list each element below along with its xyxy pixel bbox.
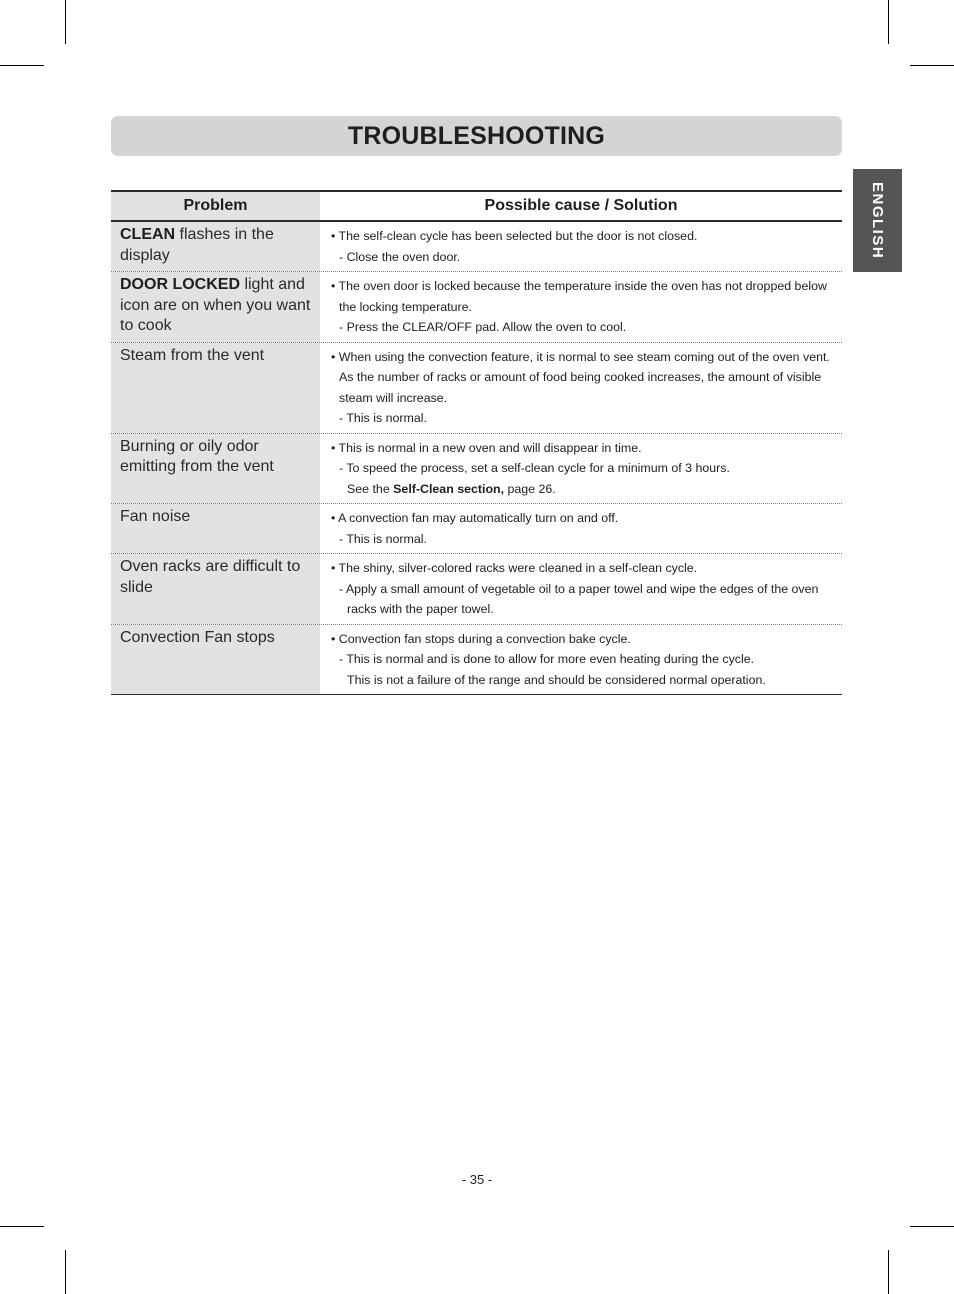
language-tab: [853, 169, 902, 272]
problem-text: light and icon are on when you want to cook: [120, 276, 311, 334]
problem-cell: [111, 504, 320, 553]
see-reference: Self-Clean section,: [393, 481, 505, 496]
crop-mark: [910, 1226, 954, 1227]
problem-text: Convection Fan stops: [120, 628, 275, 646]
see-prefix: See the: [347, 481, 394, 496]
solution-cell: [320, 504, 842, 553]
solution-line: As the number of racks or amount of food being cooked increases, the amount of visible: [339, 370, 822, 384]
problem-cell: [111, 222, 320, 271]
solution-line: [331, 479, 842, 500]
solution-line: • When using the convection feature, it is normal to see steam coming out of the oven vent.: [331, 349, 830, 364]
table-row: [111, 624, 842, 695]
solution-cell: [320, 343, 842, 433]
solution-cell: [320, 625, 842, 695]
problem-text: Oven racks are difficult to slide: [120, 558, 301, 596]
table-row: [111, 433, 842, 504]
problem-text: flashes in the display: [120, 226, 274, 264]
solution-line: • The self-clean cycle has been selected but the door is not closed.: [331, 229, 698, 243]
crop-mark: [888, 1250, 889, 1294]
troubleshooting-table: [111, 190, 842, 695]
problem-text: Fan noise: [120, 508, 191, 525]
solution-line: • Convection fan stops during a convection bake cycle.: [331, 631, 631, 646]
solution-line: - Close the oven door.: [339, 249, 461, 264]
title-bar: [111, 116, 842, 156]
problem-cell: [111, 343, 320, 433]
solution-line: racks with the paper towel.: [347, 602, 494, 616]
problem-cell: [111, 625, 320, 695]
problem-cell: [111, 554, 320, 624]
solution-line: - This is normal.: [339, 531, 427, 546]
problem-keyword: CLEAN: [120, 226, 176, 243]
header-problem: Problem: [111, 192, 320, 220]
table-row: [111, 271, 842, 342]
crop-mark: [888, 0, 889, 44]
solution-line: - This is normal.: [339, 411, 427, 425]
solution-line: This is not a failure of the range and should be considered normal operation.: [347, 672, 766, 687]
crop-mark: [65, 0, 66, 44]
solution-cell: [320, 554, 842, 624]
solution-line: - This is normal and is done to allow for more even heating during the cycle.: [339, 652, 755, 666]
problem-text: Burning or oily odor emitting from the vent: [120, 437, 274, 475]
table-row: [111, 222, 842, 271]
problem-keyword: DOOR LOCKED: [120, 276, 240, 293]
see-suffix: page 26.: [504, 481, 556, 496]
solution-line: - Press the CLEAR/OFF pad. Allow the oven to cool.: [339, 320, 627, 334]
solution-line: the locking temperature.: [339, 299, 472, 314]
solution-line: • The shiny, silver-colored racks were cleaned in a self-clean cycle.: [331, 561, 698, 575]
solution-line: steam will increase.: [339, 390, 448, 405]
solution-line: • A convection fan may automatically turn on and off.: [331, 511, 619, 525]
problem-text: Steam from the vent: [120, 346, 265, 364]
table-header: [111, 192, 842, 222]
table-row: [111, 342, 842, 433]
page-title: TROUBLESHOOTING: [347, 121, 606, 150]
crop-mark: [0, 65, 44, 66]
solution-line: • The oven door is locked because the temperature inside the oven has not dropped below: [331, 279, 827, 293]
solution-line: - Apply a small amount of vegetable oil to a paper towel and wipe the edges of the oven: [339, 581, 819, 596]
header-solution: Possible cause / Solution: [484, 197, 678, 214]
solution-cell: [320, 434, 842, 504]
crop-mark: [0, 1226, 44, 1227]
solution-line: - To speed the process, set a self-clean cycle for a minimum of 3 hours.: [339, 461, 730, 475]
table-row: [111, 503, 842, 553]
table-row: [111, 553, 842, 624]
problem-cell: [111, 272, 320, 342]
solution-cell: [320, 272, 842, 342]
solution-line: • This is normal in a new oven and will disappear in time.: [331, 440, 642, 455]
problem-cell: [111, 434, 320, 504]
language-tab-label: ENGLISH: [869, 181, 886, 260]
solution-cell: [320, 222, 842, 271]
crop-mark: [910, 65, 954, 66]
page-number: - 35 -: [461, 1172, 493, 1187]
crop-mark: [65, 1250, 66, 1294]
